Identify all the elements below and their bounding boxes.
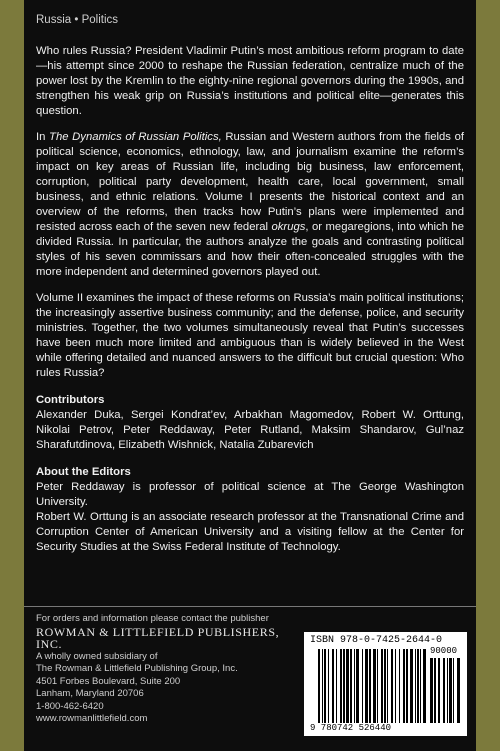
okrugs-italic: okrugs [271, 221, 306, 233]
address-line-2: Lanham, Maryland 20706 [36, 688, 144, 699]
publisher-name: ROWMAN & LITTLEFIELD PUBLISHERS, INC. [36, 624, 280, 651]
contributors-list: Alexander Duka, Sergei Kondrat’ev, Arbakhan Magomedov, Robert W. Orttung, Nikolai Petrov, Peter Reddaway, Peter Rutland, Maksim Shandarov, Gul’naz Sharafutdinova, Elizabeth Wishnick, Natalia Zubarevich [36, 409, 464, 451]
publisher-footer [24, 606, 476, 751]
phone-line: 1-800-462-6420 [36, 700, 104, 712]
subsidiary-line: A wholly owned subsidiary of [36, 650, 158, 662]
group-line: The Rowman & Littlefield Publishing Group, Inc. [36, 663, 238, 674]
volume-two-paragraph: Volume II examines the impact of these reforms on Russia’s main political institutions; the increasingly assertive business community; and the defense, police, and security ministries. Together, the two volumes simultaneously reveal that Putin’s successes have been much more limited and ambiguous than is widely believed in the West while offering detailed and nuanced answers to the difficult but crucial question: Who rules Russia? [36, 292, 465, 379]
book-title-italic: The Dynamics of Russian Politics, [49, 131, 222, 143]
para2-text-2: Russian and Western authors from the fields of political science, economics, ethnology, law, and journalism examine the reform’s impact on key areas of Russian life, including big business, law enforcement, corruption, political party development, health care, local government, small business, and ethnic relations. Volume I presents the historical context and an overview of the reforms, then tracks how Putin’s plans were implemented and resisted across each of the seven new federal [36, 131, 464, 233]
back-cover [24, 0, 476, 750]
publisher-info [36, 613, 306, 726]
category-label: Russia • Politics [36, 14, 118, 26]
editor-reddaway: Peter Reddaway is professor of political science at The George Washington University. [36, 481, 464, 508]
cover-copy [36, 44, 464, 555]
isbn-number: ISBN 978-0-7425-2644-0 [310, 635, 443, 646]
address-line-1: 4501 Forbes Boulevard, Suite 200 [36, 675, 181, 687]
isbn-barcode [304, 632, 467, 736]
intro-paragraph: Who rules Russia? President Vladimir Putin’s most ambitious reform program to date—his attempt since 2000 to reshape the Russian federation, centralize much of the power lost by the Kremlin to the eighty-nine regional governors during the 1990s, and strengthen his weak grip on Russia’s institutions and political elite—generates this question. [36, 45, 464, 117]
dynamics-paragraph [36, 130, 464, 280]
para2-text-3: , or megaregions, into which he divided Russia. In particular, the authors analyze the goals and contrasting political styles of his seven commissars and how their often-concealed struggles with the more independent and determined governors played out. [36, 221, 464, 278]
para2-text-1: In [36, 131, 50, 143]
ean-digits: 9 780742 526440 [310, 723, 392, 733]
editor-orttung: Robert W. Orttung is an associate research professor at the Transnational Crime and Corruption Center of American University and a visiting fellow at the Center for Security Studies at the Swiss Federal Institute of Technology. [36, 511, 464, 553]
orders-line: For orders and information please contact the publisher [36, 613, 269, 624]
price-addon-digits: 90000 [430, 646, 458, 656]
contributors-heading: Contributors [36, 394, 105, 406]
editors-heading: About the Editors [36, 466, 131, 478]
website-line: www.rowmanlittlefield.com [36, 713, 148, 724]
